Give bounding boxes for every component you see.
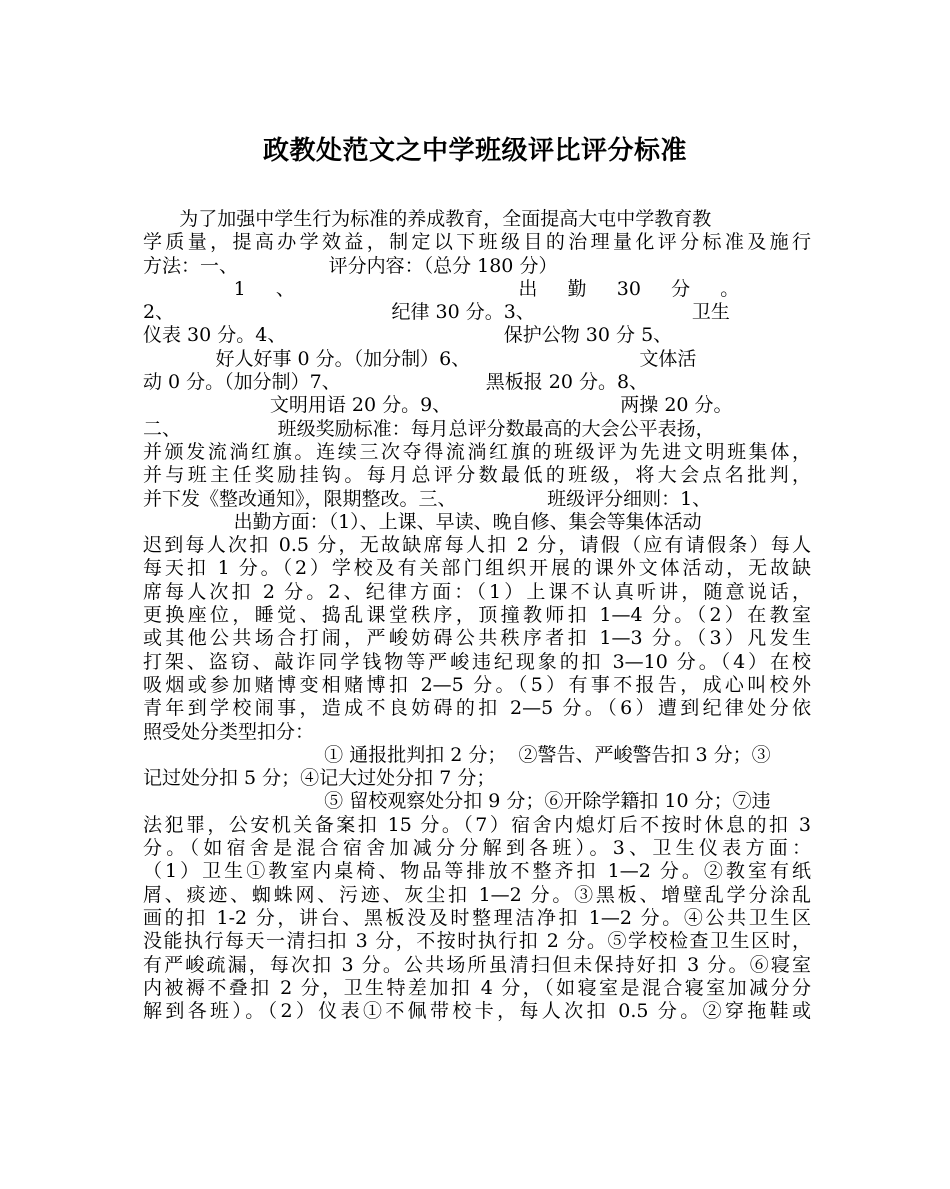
body-line: 照受处分类型扣分： bbox=[143, 720, 315, 743]
body-line: 出勤方面：（1）、上课、早读、晚自修、集会等集体活动 bbox=[143, 510, 702, 533]
body-line: 分。（如宿舍是混合宿舍加减分分解到各班）。3、卫生仪表方面： bbox=[143, 837, 811, 860]
body-line: 更换座位，睡觉、捣乱课堂秩序，顶撞教师扣 1—4 分。（2）在教室 bbox=[143, 604, 811, 627]
body-line: 为了加强中学生行为标准的养成教育，全面提高大屯中学教育教 bbox=[143, 208, 712, 230]
body-line: 迟到每人次扣 0.5 分，无故缺席每人扣 2 分，请假（应有请假条）每人 bbox=[143, 534, 811, 557]
body-line: 每天扣 1 分。（2）学校及有关部门组织开展的课外文体活动，无故缺 bbox=[143, 557, 811, 580]
body-line: 没能执行每天一清扫扣 3 分，不按时执行扣 2 分。⑤学校检查卫生区时， bbox=[143, 930, 811, 953]
body-line: 吸烟或参加赌博变相赌博扣 2—5 分。（5）有事不报告，成心叫校外 bbox=[143, 673, 811, 696]
body-line: 内被褥不叠扣 2 分，卫生特差加扣 4 分，（如寝室是混合寝室加减分分 bbox=[143, 976, 811, 999]
document-body bbox=[143, 208, 811, 1023]
body-line: 并与班主任奖励挂钩。每月总评分数最低的班级，将大会点名批判， bbox=[143, 464, 811, 487]
body-line: 打架、盗窃、敲诈同学钱物等严峻违纪现象的扣 3—10 分。（4）在校 bbox=[143, 650, 811, 673]
body-line: 席每人次扣 2 分。2、纪律方面：（1）上课不认真听讲，随意说话， bbox=[143, 580, 811, 603]
body-line: 并颁发流淌红旗。连续三次夺得流淌红旗的班级评为先进文明班集体， bbox=[143, 440, 811, 463]
body-line: 仪表 30 分。4、 保护公物 30 分 5、 bbox=[143, 324, 673, 347]
body-line: 并下发《整改通知》，限期整改。三、 班级评分细则：1、 bbox=[143, 487, 712, 510]
body-line: 方法：一、 评分内容：（总分 180 分） bbox=[143, 254, 558, 277]
body-line: 动 0 分。（加分制）7、 黑板报 20 分。8、 bbox=[143, 371, 649, 394]
body-line: 解到各班）。（2）仪表①不佩带校卡，每人次扣 0.5 分。②穿拖鞋或 bbox=[143, 1000, 811, 1023]
body-line: 2、 纪律 30 分。3、 卫生 bbox=[143, 301, 730, 324]
body-line: 好人好事 0 分。（加分制）6、 文体活 bbox=[143, 347, 697, 370]
body-line: 或其他公共场合打闹，严峻妨碍公共秩序者扣 1—3 分。（3）凡发生 bbox=[143, 627, 811, 650]
body-line: 屑、痰迹、蜘蛛网、污迹、灰尘扣 1—2 分。③黑板、增壁乱学分涂乱 bbox=[143, 883, 811, 906]
body-line: 有严峻疏漏，每次扣 3 分。公共场所虽清扫但未保持好扣 3 分。⑥寝室 bbox=[143, 953, 811, 976]
page-title: 政教处范文之中学班级评比评分标准 bbox=[262, 136, 687, 166]
body-line: ① 通报批判扣 2 分； ②警告、严峻警告扣 3 分；③ bbox=[143, 743, 771, 766]
body-line: 1 、 出 勤 30 分 。 bbox=[143, 277, 740, 300]
body-line: 文明用语 20 分。9、 两操 20 分。 bbox=[143, 394, 733, 417]
body-line: 法犯罪，公安机关备案扣 15 分。（7）宿舍内熄灯后不按时休息的扣 3 bbox=[143, 813, 811, 836]
body-line: （1）卫生①教室内桌椅、物品等排放不整齐扣 1—2 分。②教室有纸 bbox=[143, 860, 811, 883]
body-line: 二、 班级奖励标准：每月总评分数最高的大会公平表扬， bbox=[143, 417, 715, 440]
body-line: 学质量，提高办学效益，制定以下班级目的治理量化评分标准及施行 bbox=[143, 231, 811, 254]
body-line: 青年到学校闹事，造成不良妨碍的扣 2—5 分。（6）遭到纪律处分依 bbox=[143, 697, 811, 720]
body-line: 画的扣 1-2 分，讲台、黑板没及时整理洁净扣 1—2 分。④公共卫生区 bbox=[143, 906, 811, 929]
body-line: 记过处分扣 5 分；④记大过处分扣 7 分； bbox=[143, 767, 496, 790]
body-line: ⑤ 留校观察处分扣 9 分；⑥开除学籍扣 10 分；⑦违 bbox=[143, 790, 771, 813]
